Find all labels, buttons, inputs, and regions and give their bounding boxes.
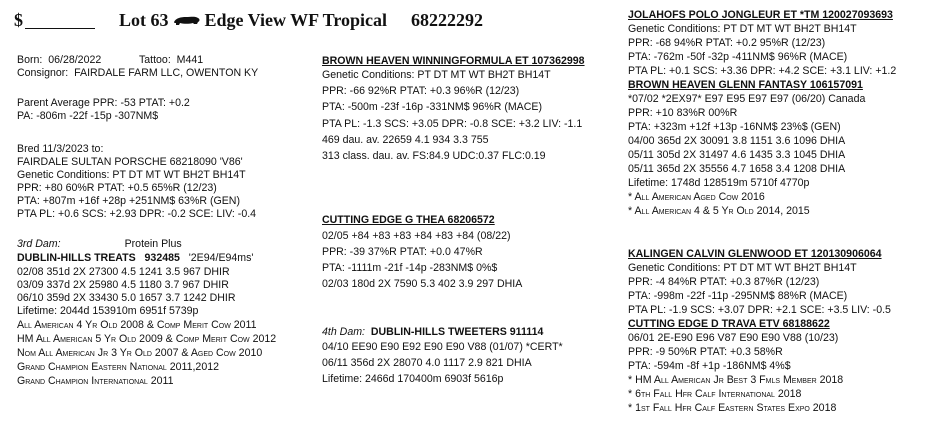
grand-dam-detail: PPR: +10 83%R 00%R bbox=[628, 107, 738, 119]
dam-detail: PTA: -1111m -21f -14p -283NM$ 0%$ bbox=[322, 262, 498, 274]
sire-detail: PPR: -66 92%R PTAT: +0.3 96%R (12/23) bbox=[322, 85, 520, 97]
dam-name: CUTTING EDGE G THEA 68206572 bbox=[322, 214, 495, 226]
grand-dam-detail: 05/11 305d 2X 31497 4.6 1435 3.3 1045 DHIA bbox=[628, 149, 846, 161]
third-dam-record: 03/09 337d 2X 25980 4.5 1180 3.7 967 DHIR bbox=[17, 279, 229, 291]
fourth-dam-detail: 06/11 356d 2X 28070 4.0 1117 2.9 821 DHIA bbox=[322, 357, 532, 369]
dam-sire-detail: Genetic Conditions: PT DT MT WT BH2T BH14T bbox=[628, 262, 857, 274]
third-dam-award: HM All American 5 Yr Old 2009 & Comp Merit Cow 2012 bbox=[17, 333, 277, 345]
fourth-dam-detail: 04/10 EE90 E90 E92 E90 E90 V88 (01/07) *CERT* bbox=[322, 341, 563, 353]
lot-number: Lot 63 bbox=[119, 10, 169, 30]
third-dam-award: Grand Champion Eastern National 2011,2012 bbox=[17, 361, 219, 373]
sire-detail: 313 class. dau. av. FS:84.9 UDC:0.37 FLC:0.19 bbox=[322, 150, 546, 162]
grand-sire-detail: Genetic Conditions: PT DT MT WT BH2T BH14T bbox=[628, 23, 857, 35]
grand-dam-detail: PTA: +323m +12f +13p -16NM$ 23%$ (GEN) bbox=[628, 121, 841, 133]
grand-sire-detail: PTA PL: +0.1 SCS: +3.36 DPR: +4.2 SCE: +3.1 LIV: +1.2 bbox=[628, 65, 897, 77]
grand-dam-award: * All American Aged Cow 2016 bbox=[628, 191, 765, 203]
second-dam-detail: PPR: -9 50%R PTAT: +0.3 58%R bbox=[628, 346, 783, 358]
grand-sire-detail: PPR: -68 94%R PTAT: +0.2 95%R (12/23) bbox=[628, 37, 826, 49]
dam-sire-detail: PTA: -998m -22f -11p -295NM$ 88%R (MACE) bbox=[628, 290, 848, 302]
dam-sire-name: KALINGEN CALVIN GLENWOOD ET 120130906064 bbox=[628, 248, 882, 260]
bred-line: Bred 11/3/2023 to: bbox=[17, 143, 104, 155]
sire-name: BROWN HEAVEN WINNINGFORMULA ET 107362998 bbox=[322, 55, 585, 67]
grand-dam-detail: Lifetime: 1748d 128519m 5710f 4770p bbox=[628, 177, 810, 189]
sire-detail: 469 dau. av. 22659 4.1 934 3.3 755 bbox=[322, 134, 489, 146]
dam-detail: 02/03 180d 2X 7590 5.3 402 3.9 297 DHIA bbox=[322, 278, 523, 290]
second-dam-award: * 1st Fall Hfr Calf Eastern States Expo 2018 bbox=[628, 402, 837, 414]
third-dam-name-line: DUBLIN-HILLS TREATS 932485 '2E94/E94ms' bbox=[17, 252, 254, 264]
second-dam-detail: PTA: -594m -8f +1p -186NM$ 4%$ bbox=[628, 360, 791, 372]
grand-dam-detail: *07/02 *2EX97* E97 E95 E97 E97 (06/20) Canada bbox=[628, 93, 866, 105]
third-dam-award: All American 4 Yr Old 2008 & Comp Merit Cow 2011 bbox=[17, 319, 257, 331]
dam-detail: 02/05 +84 +83 +83 +84 +83 +84 (08/22) bbox=[322, 230, 511, 242]
cow-silhouette-icon bbox=[173, 14, 201, 28]
third-dam-award: Nom All American Jr 3 Yr Old 2007 & Aged Cow 2010 bbox=[17, 347, 263, 359]
price-blank-line bbox=[25, 12, 95, 29]
third-dam-award: Grand Champion International 2011 bbox=[17, 375, 174, 387]
sire-detail: PTA: -500m -23f -16p -331NM$ 96%R (MACE) bbox=[322, 101, 542, 113]
consignor-line: Consignor: FAIRDALE FARM LLC, OWENTON KY bbox=[17, 67, 259, 79]
fourth-dam-detail: Lifetime: 2466d 170400m 6903f 5616p bbox=[322, 373, 504, 385]
born-line: Born: 06/28/2022 Tattoo: M441 bbox=[17, 54, 204, 66]
pa-line: PA: -806m -22f -15p -307NM$ bbox=[17, 110, 159, 122]
registration-number: 68222292 bbox=[411, 10, 484, 30]
second-dam-name: CUTTING EDGE D TRAVA ETV 68188622 bbox=[628, 318, 830, 330]
second-dam-detail: 06/01 2E-E90 E96 V87 E90 E90 V88 (10/23) bbox=[628, 332, 839, 344]
service-sire-ppr: PPR: +80 60%R PTAT: +0.5 65%R (12/23) bbox=[17, 182, 217, 194]
grand-dam-detail: 04/00 365d 2X 30091 3.8 1151 3.6 1096 DHIA bbox=[628, 135, 846, 147]
third-dam-record: 02/08 351d 2X 27300 4.5 1241 3.5 967 DHIR bbox=[17, 266, 230, 278]
fourth-dam-header: 4th Dam: DUBLIN-HILLS TWEETERS 911114 bbox=[322, 326, 544, 338]
grand-sire-name: JOLAHOFS POLO JONGLEUR ET *TM 120027093693 bbox=[628, 9, 893, 21]
grand-sire-detail: PTA: -762m -50f -32p -411NM$ 96%R (MACE) bbox=[628, 51, 848, 63]
second-dam-award: * HM All American Jr Best 3 Fmls Member 2018 bbox=[628, 374, 844, 386]
lot-header bbox=[14, 10, 483, 31]
third-dam-record: 06/10 359d 2X 33430 5.0 1657 3.7 1242 DHIR bbox=[17, 292, 236, 304]
third-dam-header: 3rd Dam: Protein Plus bbox=[17, 238, 182, 250]
dam-sire-detail: PTA PL: -1.9 SCS: +3.07 DPR: +2.1 SCE: +3.5 LIV: -0.5 bbox=[628, 304, 891, 316]
animal-title: Edge View WF Tropical bbox=[204, 10, 388, 30]
service-sire-ptapl: PTA PL: +0.6 SCS: +2.93 DPR: -0.2 SCE: LIV: -0.4 bbox=[17, 208, 257, 220]
service-sire-name: FAIRDALE SULTAN PORSCHE 68218090 'V86' bbox=[17, 156, 243, 168]
service-sire-pta: PTA: +807m +16f +28p +251NM$ 63%R (GEN) bbox=[17, 195, 240, 207]
sire-detail: Genetic Conditions: PT DT MT WT BH2T BH14T bbox=[322, 69, 551, 81]
dam-sire-detail: PPR: -4 84%R PTAT: +0.3 87%R (12/23) bbox=[628, 276, 820, 288]
grand-dam-detail: 05/11 365d 2X 35556 4.7 1658 3.4 1208 DHIA bbox=[628, 163, 846, 175]
grand-dam-name: BROWN HEAVEN GLENN FANTASY 106157091 bbox=[628, 79, 863, 91]
price-dollar: $ bbox=[14, 10, 23, 30]
sire-detail: PTA PL: -1.3 SCS: +3.05 DPR: -0.8 SCE: +3.2 LIV: -1.1 bbox=[322, 118, 583, 130]
dam-detail: PPR: -39 37%R PTAT: +0.0 47%R bbox=[322, 246, 483, 258]
second-dam-award: * 6th Fall Hfr Calf International 2018 bbox=[628, 388, 802, 400]
parent-average: Parent Average PPR: -53 PTAT: +0.2 bbox=[17, 97, 190, 109]
service-sire-genetic: Genetic Conditions: PT DT MT WT BH2T BH14T bbox=[17, 169, 246, 181]
third-dam-lifetime: Lifetime: 2044d 153910m 6951f 5739p bbox=[17, 305, 199, 317]
grand-dam-award: * All American 4 & 5 Yr Old 2014, 2015 bbox=[628, 205, 810, 217]
